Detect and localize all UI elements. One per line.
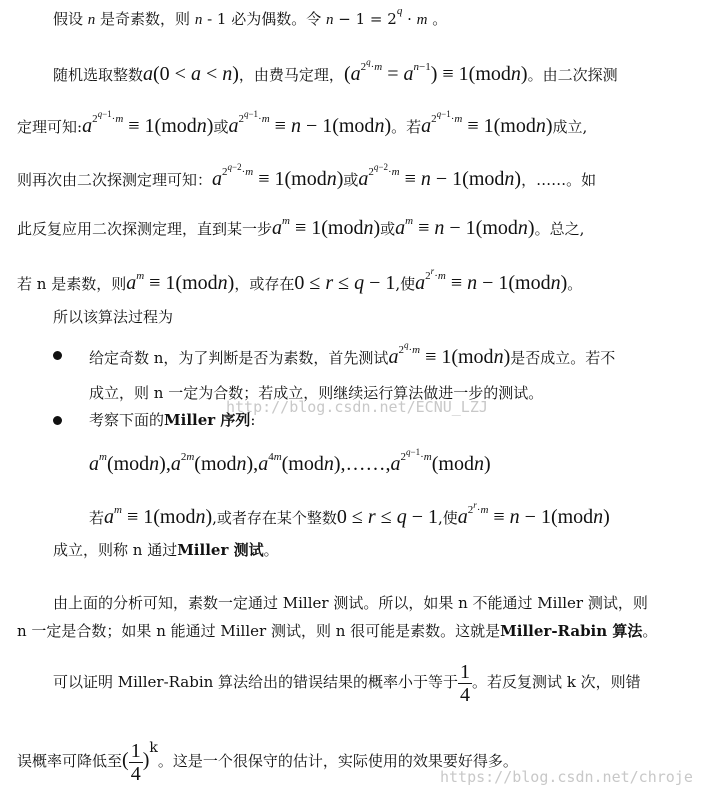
fraction-one-quarter-power: $\frac{1}{4}$	[130, 739, 141, 785]
condition-line: 若$a^m$ ≡ 1(modn),或者存在某个整数0 ≤ r ≤ q − 1,使$a^{2^r\cdot m} \equiv n$ − 1(modn)	[89, 500, 610, 528]
watermark-center: http://blog.csdn.net/ECNU_LZJ	[226, 398, 488, 416]
bullet-1-text: 给定奇数 n，为了判断是否为素数，首先测试$a^{2^q\cdot m}$ ≡ 1(modn)是否成立。若不	[89, 340, 616, 368]
miller-sequence: $a^m(modn),a^{2m}(modn),a^{4m}(modn),\dots\dots,a^{2^{q-1}\cdot m}(modn)$	[89, 447, 491, 475]
line-3: 定理可知$:a^{2^{q-1}\cdot m}$ ≡ 1(modn)或$a^{2^{q-1}\cdot m} \equiv n$ − 1(modn)。若$a^{2^{q-1}\cdot m}$ ≡ 1(modn)成立,	[17, 109, 588, 137]
paragraph-1: 由上面的分析可知，素数一定通过 Miller 测试。所以，如果 n 不能通过 Miller 测试，则	[53, 594, 648, 612]
paragraph-3: 可以证明 Miller-Rabin 算法给出的错误结果的概率小于等于 $\frac{1}{4}$ 。若反复测试 k 次，则错	[53, 660, 641, 706]
watermark-bottom: https://blog.csdn.net/chroje	[440, 768, 693, 786]
line-6: 若 n 是素数，则$a^m$ ≡ 1(modn)，或存在0 ≤ r ≤ q − 1,使$a^{2^r\cdot m} \equiv n$ − 1(modn)。	[17, 266, 583, 294]
bullet-2-text: 考察下面的Miller 序列:	[89, 411, 256, 429]
bullet-2	[53, 416, 62, 425]
line-7: 所以该算法过程为	[53, 308, 174, 326]
paragraph-2: n 一定是合数；如果 n 能通过 Miller 测试，则 n 很可能是素数。这就是Miller-Rabin 算法。	[17, 622, 658, 640]
line-1: 假设 n 是奇素数，则 n - 1 必为偶数。令 $n - 1 = 2^q \cdot m$ 。	[53, 5, 448, 28]
condition-cont: 成立，则称 n 通过Miller 测试。	[53, 541, 279, 559]
line-2: 随机选取整数a(0 < a < n)，由费马定理，$(a^{2^q\cdot m} = a^{n-1})$ ≡ 1(modn)。由二次探测	[53, 57, 618, 85]
bullet-1-cont: 成立，则 n 一定为合数；若成立，则继续运行算法做进一步的测试。	[89, 384, 544, 402]
line-5: 此反复应用二次探测定理，直到某一步$a^m$ ≡ 1(modn)或$a^m \equiv n$ − 1(modn)。总之,	[17, 215, 585, 239]
bullet-1	[53, 351, 62, 360]
paragraph-4: 误概率可降低至( $\frac{1}{4}$ )$^k$。这是一个很保守的估计，实际使用的效果要好得多。	[17, 739, 518, 785]
fraction-one-quarter: $\frac{1}{4}$	[460, 660, 471, 706]
line-4: 则再次由二次探测定理可知：$a^{2^{q-2}\cdot m}$ ≡ 1(modn)或$a^{2^{q-2}\cdot m} \equiv n$ − 1(modn)，……。如	[17, 162, 597, 190]
